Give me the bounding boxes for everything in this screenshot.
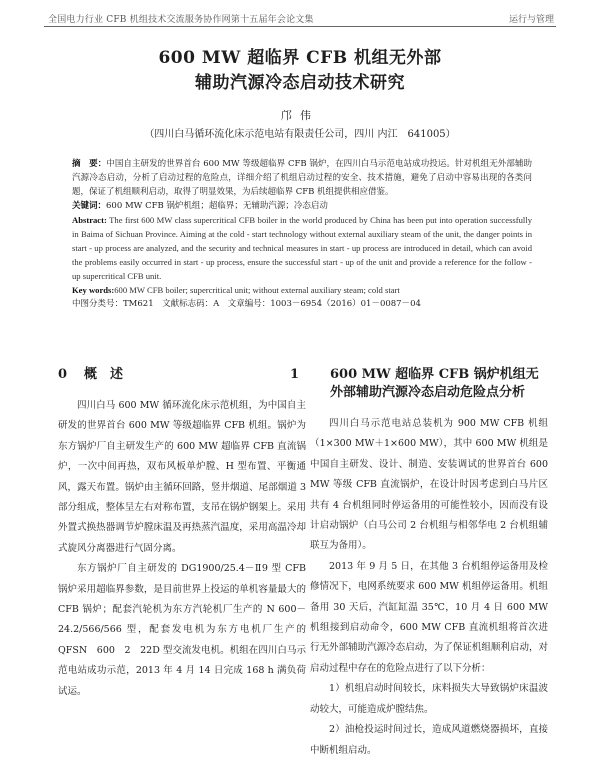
classification-line: 中图分类号：TM621 文献标志码：A 文章编号：1003－6954（2016）01－0087－04 [72,299,421,309]
keywords-cn-text: 600 MW CFB 锅炉机组；超临界；无辅助汽源；冷态启动 [106,201,328,211]
abstract-cn-label: 摘 要： [72,159,107,169]
section-1-paragraph-1: 四川白马示范电站总装机为 900 MW CFB 机组（1×300 MW＋1×600 MW），其中 600 MW 机组是中国自主研发、设计、制造、安装调试的世界首台 600 MW 等级 CFB 直流锅炉，在设计时因考虑到白马片区共有 4 台机组同时停运备用的可能性较小，因而没有设计启动锅炉（白马公司 2 台机组与相邻华电 2 台机组辅联互为备用）。 [310,418,548,552]
paper-title [0,46,600,96]
section-0-heading [58,366,306,384]
abstract-block [72,157,532,311]
abstract-en [72,213,532,283]
section-1-title: 600 MW 超临界 CFB 锅炉机组无外部辅助汽源冷态启动危险点分析 [330,367,539,400]
section-0-paragraph-1: 四川白马 600 MW 循环流化床示范机组，为中国自主研发的世界首台 600 MW 等级超临界 CFB 机组。锅炉为东方锅炉厂自主研发生产的 600 MW 超临界 CFB 直流锅炉，一次中间再热，双布风板单炉膛、H 型布置、平衡通风，露天布置。锅炉由主循环回路，竖井烟道、尾部烟道 3 部分组成，整体呈左右对称布置，支吊在锅炉钢架上。采用外置式换热器调节炉膛床温及再热蒸汽温度，采用高温冷却式旋风分离器进行气固分离。 [58,400,306,554]
abstract-en-label: Abstract: [72,215,107,225]
right-column [290,366,548,761]
section-1-list-item-2: 2）油枪投运时间过长，造成风道燃烧器损坏，直接中断机组启动。 [310,724,548,756]
running-header [44,10,556,27]
title-line-2: 辅助汽源冷态启动技术研究 [195,73,405,93]
keywords-en-text: 600 MW CFB boiler; supercritical unit; without external auxiliary steam; cold start [114,285,400,295]
section-0-title: 概 述 [84,367,124,382]
keywords-en [72,283,532,297]
section-tag: 运行与管理 [508,15,554,25]
left-column [58,366,306,702]
section-1-paragraph-2: 2013 年 9 月 5 日，在其他 3 台机组停运备用及检修情况下，电网系统要求 600 MW 机组停运备用。机组备用 30 天后，汽缸缸温 35℃，10 月 4 日 600 MW 机组接到启动命令，600 MW CFB 直流机组将首次进行无外部辅助汽源冷态启动，为了保证机组顺利启动，对启动过程中存在的危险点进行了以下分析： [310,560,548,674]
title-line-1: 600 MW 超临界 CFB 机组无外部 [158,48,442,68]
author: 邝伟 [281,109,319,122]
keywords-cn-label: 关键词： [72,201,107,211]
abstract-en-text: The first 600 MW class supercritical CFB boiler in the world produced by China has been put into operation successfully in Baima of Sichuan Province. Aiming at the cold - start technology without external auxiliary steam of the unit, the danger points in start - up process are analyzed, and the security and technical measures in start - up process are introduced in detail, which can avoid the problems easily occurred in start - up process, ensure the successful start - up of the unit and provide a reference for the follow - up supercritical CFB unit. [72,215,532,281]
section-1-list-item-1: 1）机组启动时间较长，床料损失大导致锅炉床温波动较大，可能造成炉膛结焦。 [310,683,548,715]
abstract-cn [72,157,532,199]
section-0-number: 0 [58,367,68,382]
affiliation: （四川白马循环流化床示范电站有限责任公司，四川 内江 641005） [144,129,456,140]
abstract-cn-text: 中国自主研发的世界首台 600 MW 等级超临界 CFB 锅炉，在四川白马示范电站成功投运。针对机组无外部辅助汽源冷态启动，分析了启动过程的危险点，详细介绍了机组启动过程的安全、技术措施，避免了启动中容易出现的各类问题，保证了机组顺利启动，取得了明显效果，为后续超临界 CFB 机组提供相应借鉴。 [72,159,532,197]
section-0-paragraph-2: 东方锅炉厂自主研发的 DG1900/25.4－Ⅱ9 型 CFB 锅炉采用超临界参数，是目前世界上投运的单机容量最大的 CFB 锅炉；配套汽轮机为东方汽轮机厂生产的 N 600－24.2/566/566 型，配套发电机为东方电机厂生产的 QFSN 600 2 22D 型交流发电机。机组在四川白马示范电站成功示范，2013 年 4 月 14 日完成 168 h 满负荷试运。 [58,563,306,697]
section-1-heading [290,366,548,402]
keywords-cn [72,199,532,213]
keywords-en-label: Key words: [72,285,115,295]
section-1-number: 1 [290,367,300,382]
journal-name: 全国电力行业 CFB 机组技术交流服务协作网第十五届年会论文集 [48,15,314,25]
